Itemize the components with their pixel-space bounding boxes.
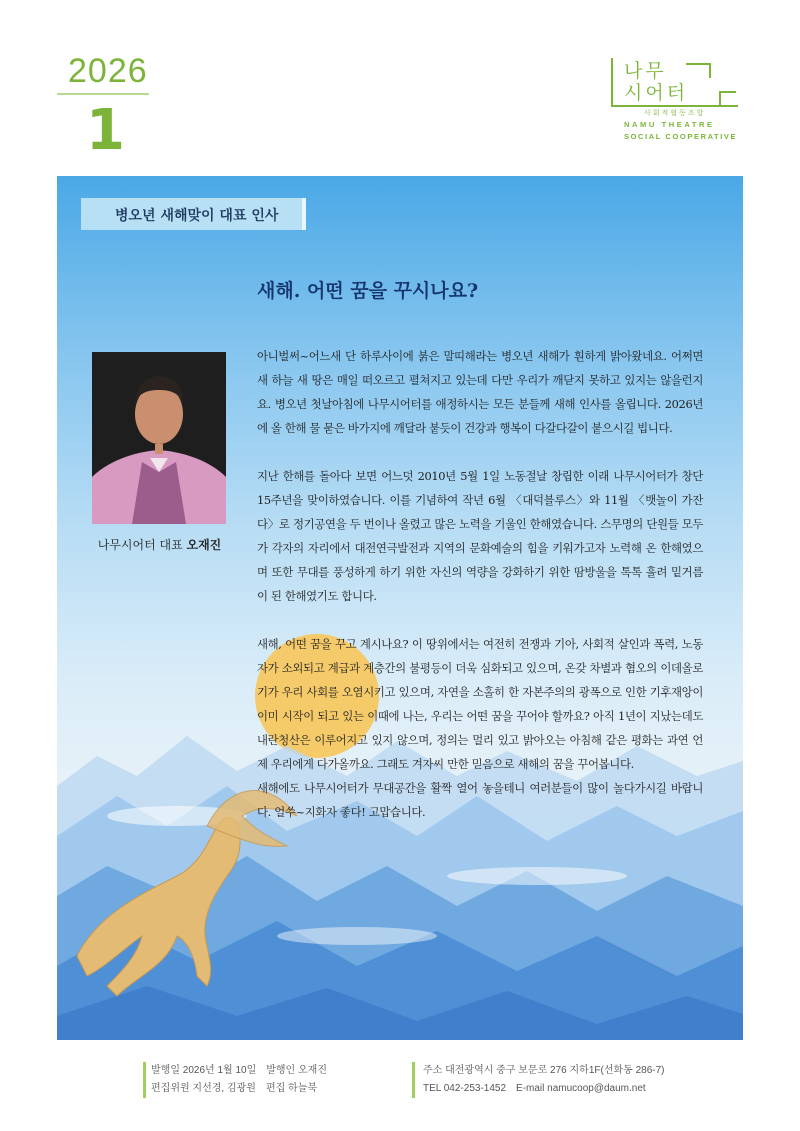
article-body bbox=[257, 344, 703, 848]
representative-photo bbox=[92, 352, 226, 524]
newsletter-panel bbox=[57, 176, 743, 1040]
footer-address: 주소 대전광역시 중구 보문로 276 지하1F(선화동 286-7) bbox=[423, 1065, 665, 1076]
footer-email[interactable]: E-mail namucoop@daum.net bbox=[516, 1083, 646, 1094]
footer-tel: TEL 042-253-1452 bbox=[423, 1083, 507, 1094]
footer-contact-info bbox=[412, 1062, 674, 1098]
caption-name: 오재진 bbox=[186, 538, 222, 552]
newsletter-footer bbox=[0, 1040, 800, 1131]
section-tag bbox=[81, 198, 306, 230]
namu-theatre-logo bbox=[610, 56, 760, 148]
section-tag-label: 병오년 새해맞이 대표 인사 bbox=[115, 208, 279, 224]
footer-editor: 편집 하늘북 bbox=[265, 1083, 318, 1094]
footer-publication-info bbox=[143, 1062, 337, 1098]
logo-name-line2: 시어터 bbox=[624, 82, 689, 104]
year-divider bbox=[57, 93, 149, 95]
footer-publisher: 발행인 오재진 bbox=[266, 1065, 327, 1076]
logo-name-ko bbox=[624, 60, 688, 104]
article-paragraph-3: 새해, 어떤 꿈을 꾸고 계시나요? 이 땅위에서는 여전히 전쟁과 기아, 사회적 살인과 폭력, 노동자가 소외되고 계급과 계층간의 불평등이 더욱 심화되고 있으며, 온갖 차별과 혐오의 이데올로기가 우리 사회를 오염시키고 있으며, 자연을 소홀히 한 자본주의의 광폭으로 인한 기후재앙이 이미 시작이 되고 있는 이때에 나는, 우리는 어떤 꿈을 꾸어야 할까요? 아직 1년이 지났는데도 내란청산은 이루어지고 있지 않으며, 정의는 멀리 있고 밝아오는 아침해 같은 평화는 과연 언제 우리에게 다가올까요. 그래도 겨자씨 만한 믿음으로 새해의 꿈을 꾸어봅니다. 새해에도 나무시어터가 무대공간을 활짝 열어 놓을테니 여러분들이 많이 놀다가시길 바랍니다. 얼쑤~지화자 좋다! 고맙습니다. bbox=[257, 637, 703, 819]
article-paragraph-1: 아니벌써~어느새 단 하루사이에 붉은 말띠해라는 병오년 새해가 훤하게 밝아왔네요. 어쩌면 새 하늘 새 땅은 매일 떠오르고 펼쳐지고 있는데 다만 우리가 깨닫지 못하고 있지는 않을런지요. 병오년 첫날아침에 나무시어터를 애정하시는 모든 분들께 새해 인사를 올립니다. 2026년에 올 한해 물 묻은 바가지에 깨달라 붙듯이 건강과 행복이 다갈다갈이 붙으시길 빕니다. bbox=[257, 349, 703, 435]
logo-name-en-1: NAMU THEATRE bbox=[624, 120, 715, 129]
footer-editors: 편집위원 지선경, 김광원 bbox=[151, 1083, 256, 1094]
footer-issue-date: 발행일 2026년 1월 10일 bbox=[151, 1065, 257, 1076]
issue-year: 2026 bbox=[68, 52, 148, 90]
photo-caption bbox=[77, 536, 242, 553]
logo-subtitle: 사회적협동조합 bbox=[644, 109, 706, 117]
issue-month: 1 bbox=[86, 98, 125, 163]
logo-name-line1: 나무 bbox=[624, 60, 667, 82]
portrait-image bbox=[92, 352, 226, 524]
article-paragraph-2: 지난 한해를 돌아다 보면 어느덧 2010년 5월 1일 노동절날 창립한 이래 나무시어터가 창단 15주년을 맞이하였습니다. 이를 기념하여 작년 6월 〈대덕블루스〉와 11월 〈뱃놀이 가잔다〉로 정기공연을 두 번이나 올렸고 많은 노력을 기울인 한해였습니다. 스무명의 단원들 모두가 각자의 자리에서 대전연극발전과 지역의 문화예술의 힘을 키워가고자 노력해 온 한해였으며 또한 무대를 풍성하게 하기 위한 자신의 역량을 강화하기 위한 땀방울을 톡톡 흘려 밑거름이 된 한해였기도 합니다. bbox=[257, 469, 703, 603]
article-headline: 새해. 어떤 꿈을 꾸시나요? bbox=[257, 280, 479, 302]
caption-role: 나무시어터 대표 bbox=[97, 538, 187, 552]
logo-name-en-2: SOCIAL COOPERATIVE bbox=[624, 132, 738, 141]
